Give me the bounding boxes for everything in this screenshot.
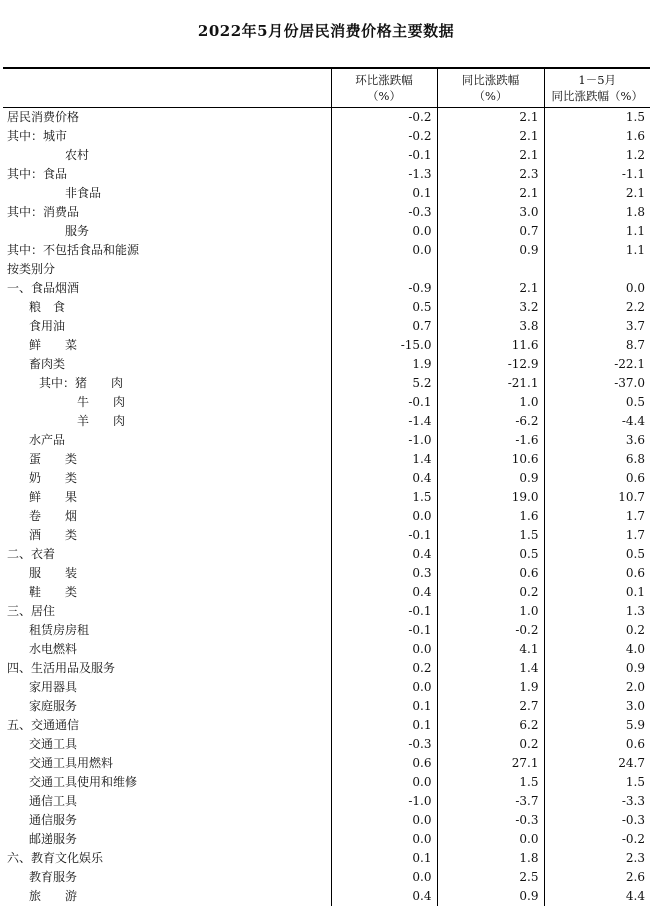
- cell-ytd: 0.9: [544, 659, 650, 678]
- cell-mom: 0.0: [331, 678, 437, 697]
- cell-mom: 1.9: [331, 355, 437, 374]
- cell-yoy: 2.1: [437, 127, 544, 146]
- cell-mom: -0.9: [331, 279, 437, 298]
- cell-mom: 0.0: [331, 830, 437, 849]
- cell-yoy: 0.9: [437, 887, 544, 906]
- row-label: 水产品: [29, 433, 66, 447]
- cell-yoy: 0.6: [437, 564, 544, 583]
- row-label: 一、食品烟酒: [7, 281, 80, 295]
- header-mom-line1: 环比涨跌幅: [355, 73, 413, 87]
- cell-mom: 0.0: [331, 507, 437, 526]
- cell-mom: -0.1: [331, 602, 437, 621]
- table-body: [3, 108, 650, 907]
- cell-yoy: -0.2: [437, 621, 544, 640]
- table-row: [3, 792, 650, 811]
- table-row: [3, 868, 650, 887]
- cell-mom: -0.1: [331, 526, 437, 545]
- cell-mom: 0.4: [331, 583, 437, 602]
- cell-yoy: 0.2: [437, 735, 544, 754]
- cell-yoy: 4.1: [437, 640, 544, 659]
- table-row: [3, 203, 650, 222]
- row-label: 服务: [65, 224, 90, 238]
- cell-ytd: 3.6: [544, 431, 650, 450]
- cell-mom: -1.4: [331, 412, 437, 431]
- cell-mom: 0.0: [331, 241, 437, 260]
- cell-ytd: 0.6: [544, 564, 650, 583]
- cell-mom: 0.0: [331, 868, 437, 887]
- cell-mom: 1.4: [331, 450, 437, 469]
- row-label: 酒 类: [29, 528, 78, 542]
- header-item-column: [3, 68, 331, 108]
- cell-ytd: 3.0: [544, 697, 650, 716]
- row-label: 三、居住: [7, 604, 56, 618]
- table-row: [3, 450, 650, 469]
- cell-mom: -0.2: [331, 108, 437, 128]
- table-row: [3, 678, 650, 697]
- cell-ytd: 0.2: [544, 621, 650, 640]
- table-row: [3, 412, 650, 431]
- table-row: [3, 830, 650, 849]
- row-label: 奶 类: [29, 471, 78, 485]
- header-yoy-line2: （%）: [473, 89, 508, 103]
- table-row: [3, 279, 650, 298]
- cell-ytd: 1.1: [544, 241, 650, 260]
- cell-yoy: 2.1: [437, 108, 544, 128]
- row-label: 鲜 菜: [29, 338, 78, 352]
- row-label: 鞋 类: [29, 585, 78, 599]
- table-row: [3, 659, 650, 678]
- table-row: [3, 602, 650, 621]
- table-row: [3, 735, 650, 754]
- cell-ytd: 4.0: [544, 640, 650, 659]
- cell-yoy: 1.5: [437, 526, 544, 545]
- row-label: 交通工具用燃料: [29, 756, 114, 770]
- row-label: 交通工具使用和维修: [29, 775, 138, 789]
- cell-mom: 0.0: [331, 640, 437, 659]
- table-row: [3, 887, 650, 906]
- cell-mom: -1.3: [331, 165, 437, 184]
- cell-ytd: 2.1: [544, 184, 650, 203]
- cell-mom: 0.1: [331, 849, 437, 868]
- row-label: 教育服务: [29, 870, 78, 884]
- table-row: [3, 583, 650, 602]
- cell-mom: 1.5: [331, 488, 437, 507]
- cell-yoy: 2.5: [437, 868, 544, 887]
- row-label: 租赁房房租: [29, 623, 90, 637]
- cell-ytd: 0.6: [544, 469, 650, 488]
- cell-ytd: 0.6: [544, 735, 650, 754]
- row-label: 四、生活用品及服务: [7, 661, 116, 675]
- header-ytd-line2: 同比涨跌幅（%）: [551, 89, 643, 103]
- cpi-data-table: [3, 67, 650, 906]
- cell-ytd: -0.2: [544, 830, 650, 849]
- cell-mom: -0.1: [331, 393, 437, 412]
- cell-yoy: 0.9: [437, 469, 544, 488]
- table-row: [3, 165, 650, 184]
- cell-ytd: -0.3: [544, 811, 650, 830]
- table-row: [3, 545, 650, 564]
- cell-yoy: 1.0: [437, 393, 544, 412]
- cell-ytd: -4.4: [544, 412, 650, 431]
- row-label: 其中：不包括食品和能源: [7, 243, 140, 257]
- row-label: 旅 游: [29, 889, 78, 903]
- cell-yoy: 1.6: [437, 507, 544, 526]
- table-row: [3, 184, 650, 203]
- row-label: 非食品: [65, 186, 102, 200]
- cell-ytd: 24.7: [544, 754, 650, 773]
- row-label: 按类别分: [7, 262, 56, 276]
- cell-mom: 0.1: [331, 716, 437, 735]
- row-label: 卷 烟: [29, 509, 78, 523]
- table-row: [3, 127, 650, 146]
- cell-yoy: 2.7: [437, 697, 544, 716]
- table-row: [3, 469, 650, 488]
- cell-yoy: 27.1: [437, 754, 544, 773]
- table-row: [3, 241, 650, 260]
- table-row: [3, 298, 650, 317]
- page-title: 2022年5月份居民消费价格主要数据: [197, 22, 455, 40]
- row-label: 其中：城市: [7, 129, 68, 143]
- cell-yoy: -6.2: [437, 412, 544, 431]
- table-row: [3, 431, 650, 450]
- cell-mom: 0.1: [331, 184, 437, 203]
- cell-yoy: 11.6: [437, 336, 544, 355]
- table-row: [3, 526, 650, 545]
- row-label: 服 装: [29, 566, 78, 580]
- table-row: [3, 507, 650, 526]
- cell-ytd: 2.6: [544, 868, 650, 887]
- cell-mom: -0.1: [331, 621, 437, 640]
- cell-mom: -0.3: [331, 735, 437, 754]
- cell-ytd: 4.4: [544, 887, 650, 906]
- cell-ytd: -37.0: [544, 374, 650, 393]
- cell-mom: 0.0: [331, 811, 437, 830]
- cell-yoy: 0.2: [437, 583, 544, 602]
- cell-ytd: 1.7: [544, 526, 650, 545]
- table-row: [3, 773, 650, 792]
- cell-yoy: -12.9: [437, 355, 544, 374]
- cell-ytd: -3.3: [544, 792, 650, 811]
- row-label: 五、交通通信: [7, 718, 80, 732]
- row-label: 六、教育文化娱乐: [7, 851, 104, 865]
- cell-yoy: -0.3: [437, 811, 544, 830]
- table-row: [3, 849, 650, 868]
- row-label: 鲜 果: [29, 490, 78, 504]
- cell-yoy: 1.0: [437, 602, 544, 621]
- cell-yoy: 6.2: [437, 716, 544, 735]
- cell-ytd: 10.7: [544, 488, 650, 507]
- table-row: [3, 317, 650, 336]
- cell-mom: -15.0: [331, 336, 437, 355]
- cell-yoy: 3.0: [437, 203, 544, 222]
- cell-ytd: 2.0: [544, 678, 650, 697]
- cell-yoy: 2.1: [437, 146, 544, 165]
- cell-ytd: 0.0: [544, 279, 650, 298]
- cell-ytd: 1.6: [544, 127, 650, 146]
- cell-yoy: 0.7: [437, 222, 544, 241]
- cell-ytd: 1.1: [544, 222, 650, 241]
- cell-ytd: 1.2: [544, 146, 650, 165]
- cell-yoy: 1.8: [437, 849, 544, 868]
- cell-ytd: [544, 260, 650, 279]
- row-label: 牛 肉: [77, 395, 126, 409]
- header-yoy: [437, 68, 544, 108]
- table-row: [3, 754, 650, 773]
- cell-yoy: -3.7: [437, 792, 544, 811]
- row-label: 农村: [65, 148, 90, 162]
- header-mom-line2: （%）: [367, 89, 401, 103]
- cell-yoy: 0.0: [437, 830, 544, 849]
- cell-mom: -0.1: [331, 146, 437, 165]
- cell-yoy: 1.9: [437, 678, 544, 697]
- row-label: 其中：猪 肉: [39, 376, 124, 390]
- cell-yoy: -21.1: [437, 374, 544, 393]
- cell-yoy: 10.6: [437, 450, 544, 469]
- cell-ytd: 1.8: [544, 203, 650, 222]
- header-yoy-line1: 同比涨跌幅: [461, 73, 520, 87]
- cell-yoy: 2.1: [437, 279, 544, 298]
- cell-ytd: 6.8: [544, 450, 650, 469]
- header-ytd-line1: 1－5月: [578, 73, 617, 87]
- cell-mom: 0.0: [331, 222, 437, 241]
- row-label: 家庭服务: [29, 699, 78, 713]
- table-row: [3, 355, 650, 374]
- cell-yoy: 3.8: [437, 317, 544, 336]
- table-row: [3, 488, 650, 507]
- row-label: 羊 肉: [77, 414, 126, 428]
- table-row: [3, 374, 650, 393]
- table-row: [3, 393, 650, 412]
- cell-ytd: 5.9: [544, 716, 650, 735]
- table-row: [3, 811, 650, 830]
- cell-ytd: 1.7: [544, 507, 650, 526]
- cell-yoy: -1.6: [437, 431, 544, 450]
- cell-ytd: 1.5: [544, 773, 650, 792]
- cell-mom: 0.0: [331, 773, 437, 792]
- row-label: 食用油: [29, 319, 66, 333]
- cell-yoy: [437, 260, 544, 279]
- table-row: [3, 640, 650, 659]
- cell-yoy: 1.4: [437, 659, 544, 678]
- table-row: [3, 108, 650, 128]
- table-header-row: [3, 68, 650, 108]
- cell-mom: 0.4: [331, 545, 437, 564]
- cell-yoy: 1.5: [437, 773, 544, 792]
- table-row: [3, 260, 650, 279]
- cell-mom: -0.2: [331, 127, 437, 146]
- cell-ytd: 1.3: [544, 602, 650, 621]
- row-label: 蛋 类: [29, 452, 78, 466]
- row-label: 畜肉类: [29, 357, 66, 371]
- cell-mom: 0.6: [331, 754, 437, 773]
- cell-mom: -1.0: [331, 431, 437, 450]
- cell-yoy: 19.0: [437, 488, 544, 507]
- cell-mom: 0.4: [331, 887, 437, 906]
- cell-ytd: -1.1: [544, 165, 650, 184]
- table-row: [3, 564, 650, 583]
- table-row: [3, 716, 650, 735]
- cell-ytd: 0.1: [544, 583, 650, 602]
- cell-yoy: 2.1: [437, 184, 544, 203]
- row-label: 居民消费价格: [7, 110, 80, 124]
- cell-yoy: 0.9: [437, 241, 544, 260]
- cell-mom: 0.7: [331, 317, 437, 336]
- cell-yoy: 2.3: [437, 165, 544, 184]
- cell-mom: 5.2: [331, 374, 437, 393]
- row-label: 粮 食: [29, 300, 66, 314]
- cell-ytd: 3.7: [544, 317, 650, 336]
- table-row: [3, 336, 650, 355]
- header-mom: [331, 68, 437, 108]
- row-label: 邮递服务: [29, 832, 78, 846]
- cell-ytd: 8.7: [544, 336, 650, 355]
- cell-mom: [331, 260, 437, 279]
- row-label: 通信服务: [29, 813, 78, 827]
- cell-mom: 0.5: [331, 298, 437, 317]
- row-label: 通信工具: [29, 794, 78, 808]
- cell-ytd: 2.2: [544, 298, 650, 317]
- cell-yoy: 0.5: [437, 545, 544, 564]
- cell-mom: 0.1: [331, 697, 437, 716]
- row-label: 水电燃料: [29, 642, 78, 656]
- row-label: 二、衣着: [7, 547, 56, 561]
- cell-ytd: 0.5: [544, 393, 650, 412]
- row-label: 交通工具: [29, 737, 78, 751]
- cell-ytd: 0.5: [544, 545, 650, 564]
- cell-mom: -0.3: [331, 203, 437, 222]
- table-row: [3, 697, 650, 716]
- cell-mom: 0.2: [331, 659, 437, 678]
- cell-ytd: -22.1: [544, 355, 650, 374]
- row-label: 家用器具: [29, 680, 78, 694]
- header-ytd: [544, 68, 650, 108]
- cell-yoy: 3.2: [437, 298, 544, 317]
- cell-mom: 0.4: [331, 469, 437, 488]
- cell-mom: 0.3: [331, 564, 437, 583]
- cell-mom: -1.0: [331, 792, 437, 811]
- row-label: 其中：食品: [7, 167, 68, 181]
- cell-ytd: 2.3: [544, 849, 650, 868]
- table-row: [3, 222, 650, 241]
- row-label: 其中：消费品: [7, 205, 80, 219]
- table-row: [3, 146, 650, 165]
- table-row: [3, 621, 650, 640]
- cell-ytd: 1.5: [544, 108, 650, 128]
